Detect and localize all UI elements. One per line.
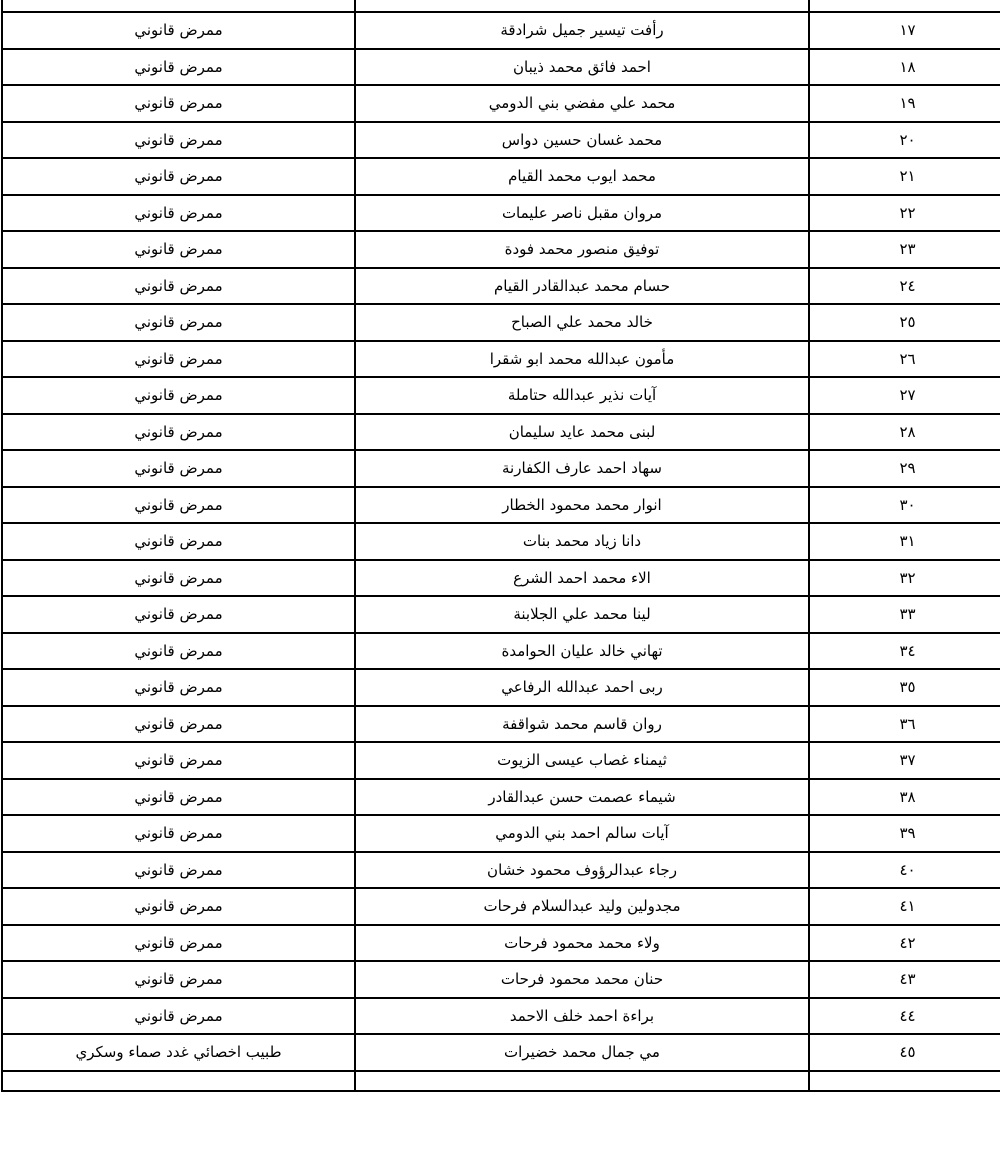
table-row	[2, 998, 1000, 1035]
employee-name-cell: آيات سالم احمد بني الدومي	[355, 815, 809, 852]
employee-name-cell: حنان محمد محمود فرحات	[355, 961, 809, 998]
employee-name-cell: آيات نذير عبدالله حتاملة	[355, 377, 809, 414]
empty-cell	[809, 0, 1000, 12]
job-title-cell: ممرض قانوني	[2, 268, 355, 305]
row-number-cell: ١٧	[809, 12, 1000, 49]
table-row	[2, 450, 1000, 487]
job-title-cell: ممرض قانوني	[2, 377, 355, 414]
job-title-cell: ممرض قانوني	[2, 195, 355, 232]
empty-cell	[809, 1071, 1000, 1091]
table-row-partial-top	[2, 0, 1000, 12]
table-row	[2, 706, 1000, 743]
employee-name-cell: مأمون عبدالله محمد ابو شقرا	[355, 341, 809, 378]
table-row	[2, 414, 1000, 451]
job-title-cell: ممرض قانوني	[2, 888, 355, 925]
row-number-cell: ٢٣	[809, 231, 1000, 268]
job-title-cell: ممرض قانوني	[2, 231, 355, 268]
employee-name-cell: حسام محمد عبدالقادر القيام	[355, 268, 809, 305]
job-title-cell: ممرض قانوني	[2, 560, 355, 597]
employee-name-cell: ثيمناء غصاب عيسى الزيوت	[355, 742, 809, 779]
employee-name-cell: رجاء عبدالرؤوف محمود خشان	[355, 852, 809, 889]
employee-name-cell: خالد محمد علي الصباح	[355, 304, 809, 341]
table-row	[2, 195, 1000, 232]
employee-name-cell: تهاني خالد عليان الحوامدة	[355, 633, 809, 670]
table-row	[2, 815, 1000, 852]
employee-name-cell: دانا زياد محمد بنات	[355, 523, 809, 560]
roster-body	[2, 0, 1000, 1091]
table-row	[2, 122, 1000, 159]
job-title-cell: ممرض قانوني	[2, 961, 355, 998]
table-row	[2, 49, 1000, 86]
empty-cell	[355, 0, 809, 12]
employee-name-cell: مي جمال محمد خضيرات	[355, 1034, 809, 1071]
employee-name-cell: محمد علي مفضي بني الدومي	[355, 85, 809, 122]
table-row	[2, 888, 1000, 925]
employee-name-cell: مروان مقبل ناصر عليمات	[355, 195, 809, 232]
row-number-cell: ٢٧	[809, 377, 1000, 414]
employee-name-cell: احمد فائق محمد ذيبان	[355, 49, 809, 86]
job-title-cell: ممرض قانوني	[2, 779, 355, 816]
roster-table	[1, 0, 1000, 1092]
row-number-cell: ٢٢	[809, 195, 1000, 232]
row-number-cell: ٣٥	[809, 669, 1000, 706]
table-row	[2, 304, 1000, 341]
employee-name-cell: رأفت تيسير جميل شرادقة	[355, 12, 809, 49]
employee-name-cell: روان قاسم محمد شواقفة	[355, 706, 809, 743]
table-row	[2, 341, 1000, 378]
job-title-cell: ممرض قانوني	[2, 450, 355, 487]
job-title-cell: ممرض قانوني	[2, 852, 355, 889]
employee-name-cell: محمد غسان حسين دواس	[355, 122, 809, 159]
row-number-cell: ٣٧	[809, 742, 1000, 779]
row-number-cell: ٣٣	[809, 596, 1000, 633]
row-number-cell: ٢٨	[809, 414, 1000, 451]
job-title-cell: ممرض قانوني	[2, 596, 355, 633]
job-title-cell: ممرض قانوني	[2, 742, 355, 779]
empty-cell	[2, 0, 355, 12]
row-number-cell: ٢٩	[809, 450, 1000, 487]
row-number-cell: ٣١	[809, 523, 1000, 560]
employee-name-cell: انوار محمد محمود الخطار	[355, 487, 809, 524]
row-number-cell: ٤٠	[809, 852, 1000, 889]
job-title-cell: ممرض قانوني	[2, 414, 355, 451]
row-number-cell: ٢٤	[809, 268, 1000, 305]
employee-name-cell: براءة احمد خلف الاحمد	[355, 998, 809, 1035]
job-title-cell: ممرض قانوني	[2, 998, 355, 1035]
employee-name-cell: توفيق منصور محمد فودة	[355, 231, 809, 268]
row-number-cell: ٤٥	[809, 1034, 1000, 1071]
row-number-cell: ٣٨	[809, 779, 1000, 816]
job-title-cell: ممرض قانوني	[2, 487, 355, 524]
row-number-cell: ٣٩	[809, 815, 1000, 852]
job-title-cell: ممرض قانوني	[2, 341, 355, 378]
employee-name-cell: شيماء عصمت حسن عبدالقادر	[355, 779, 809, 816]
row-number-cell: ٤١	[809, 888, 1000, 925]
employee-name-cell: لينا محمد علي الجلابنة	[355, 596, 809, 633]
row-number-cell: ٣٠	[809, 487, 1000, 524]
row-number-cell: ٤٢	[809, 925, 1000, 962]
employee-name-cell: الاء محمد احمد الشرع	[355, 560, 809, 597]
table-row	[2, 852, 1000, 889]
job-title-cell: ممرض قانوني	[2, 925, 355, 962]
table-row	[2, 742, 1000, 779]
job-title-cell: ممرض قانوني	[2, 158, 355, 195]
job-title-cell: ممرض قانوني	[2, 49, 355, 86]
table-row	[2, 487, 1000, 524]
table-row	[2, 377, 1000, 414]
table-row	[2, 231, 1000, 268]
job-title-cell: ممرض قانوني	[2, 669, 355, 706]
employee-name-cell: لبنى محمد عايد سليمان	[355, 414, 809, 451]
job-title-cell: ممرض قانوني	[2, 706, 355, 743]
empty-cell	[355, 1071, 809, 1091]
table-row	[2, 1034, 1000, 1071]
table-row	[2, 669, 1000, 706]
employee-name-cell: سهاد احمد عارف الكفارنة	[355, 450, 809, 487]
job-title-cell: طبيب اخصائي غدد صماء وسكري	[2, 1034, 355, 1071]
table-row	[2, 85, 1000, 122]
row-number-cell: ٣٢	[809, 560, 1000, 597]
table-row	[2, 779, 1000, 816]
row-number-cell: ٢٦	[809, 341, 1000, 378]
row-number-cell: ١٩	[809, 85, 1000, 122]
job-title-cell: ممرض قانوني	[2, 304, 355, 341]
row-number-cell: ٣٦	[809, 706, 1000, 743]
employee-name-cell: ولاء محمد محمود فرحات	[355, 925, 809, 962]
employee-name-cell: مجدولين وليد عبدالسلام فرحات	[355, 888, 809, 925]
row-number-cell: ٤٣	[809, 961, 1000, 998]
job-title-cell: ممرض قانوني	[2, 815, 355, 852]
row-number-cell: ١٨	[809, 49, 1000, 86]
job-title-cell: ممرض قانوني	[2, 12, 355, 49]
row-number-cell: ٢١	[809, 158, 1000, 195]
row-number-cell: ٢٠	[809, 122, 1000, 159]
table-row	[2, 633, 1000, 670]
job-title-cell: ممرض قانوني	[2, 85, 355, 122]
empty-cell	[2, 1071, 355, 1091]
employee-name-cell: ربى احمد عبدالله الرفاعي	[355, 669, 809, 706]
table-row	[2, 596, 1000, 633]
table-row-partial-bottom	[2, 1071, 1000, 1091]
employee-name-cell: محمد ايوب محمد القيام	[355, 158, 809, 195]
table-row	[2, 12, 1000, 49]
job-title-cell: ممرض قانوني	[2, 633, 355, 670]
row-number-cell: ٢٥	[809, 304, 1000, 341]
row-number-cell: ٣٤	[809, 633, 1000, 670]
job-title-cell: ممرض قانوني	[2, 523, 355, 560]
table-row	[2, 925, 1000, 962]
job-title-cell: ممرض قانوني	[2, 122, 355, 159]
row-number-cell: ٤٤	[809, 998, 1000, 1035]
table-row	[2, 268, 1000, 305]
table-row	[2, 961, 1000, 998]
table-row	[2, 523, 1000, 560]
table-row	[2, 560, 1000, 597]
table-row	[2, 158, 1000, 195]
